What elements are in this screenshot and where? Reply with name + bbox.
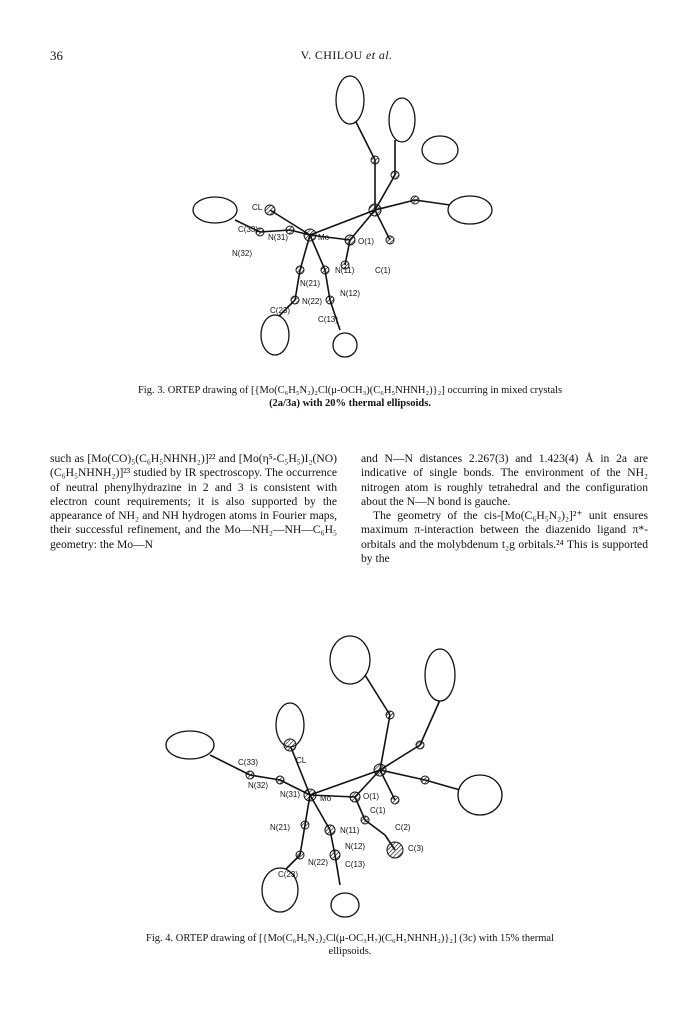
figure-3-svg — [140, 60, 560, 360]
fig3-label-n11: N(11) — [335, 266, 355, 275]
fig4-label-n31: N(31) — [280, 790, 301, 799]
figure-4-svg — [140, 605, 560, 925]
fig4-label-n12: N(12) — [345, 842, 366, 851]
body-left-column — [50, 452, 337, 582]
fig4-label-n22: N(22) — [308, 858, 329, 867]
fig3-label-n12: N(12) — [340, 289, 361, 298]
fig4-label-n11: N(11) — [340, 826, 360, 835]
page-number: 36 — [50, 48, 63, 63]
fig4-label-c2: C(2) — [395, 823, 411, 832]
fig4-label-c23: C(23) — [278, 870, 299, 879]
fig4-label-o1: O(1) — [363, 792, 379, 801]
fig4-label-c13: C(13) — [345, 860, 366, 869]
fig3-label-mo: Mo — [318, 233, 330, 242]
fig4-label-n32: N(32) — [248, 781, 269, 790]
figure-3-caption-line1: Fig. 3. ORTEP drawing of [{Mo(C₆H₅N₂)₂Cl(μ-OCH₃)(C₆H₅NHNH₂)}₂] occurring in mixed crystals — [137, 385, 563, 396]
body-text-two-columns — [50, 452, 648, 582]
fig3-label-c13: C(13) — [318, 315, 339, 324]
fig3-label-c23: C(23) — [270, 306, 291, 315]
fig4-label-c33: C(33) — [238, 758, 259, 767]
fig3-label-cl: CL — [252, 203, 263, 212]
fig3-label-n31: N(31) — [268, 233, 289, 242]
figure-3-caption-line2: (2a/3a) with 20% thermal ellipsoids. — [269, 398, 431, 409]
figure-4-caption-line2: ellipsoids. — [328, 946, 372, 957]
figure-3-ortep-drawing — [140, 60, 560, 360]
figure-3-caption — [90, 384, 610, 410]
fig4-label-c1: C(1) — [370, 806, 386, 815]
fig3-label-c33: C(33) — [238, 225, 259, 234]
figure-4-ortep-drawing — [140, 605, 560, 925]
figure-4-caption-line1: Fig. 4. ORTEP drawing of [{Mo(C₆H₅N₂)₂Cl(μ-OC₃H₇)(C₆H₅NHNH₂)}₂] (3c) with 15% thermal — [146, 933, 554, 944]
fig4-label-cl: CL — [296, 756, 307, 765]
running-head-et-al: et al. — [366, 48, 393, 62]
fig4-label-c3: C(3) — [408, 844, 424, 853]
fig3-label-n22: N(22) — [302, 297, 323, 306]
figure-4-caption — [90, 932, 610, 958]
fig3-label-o1: O(1) — [358, 237, 374, 246]
body-left-paragraph: such as [Mo(CO)₅(C₆H₅NHNH₂)]²² and [Mo(η⁵-C₅H₅)I₂(NO)(C₆H₅NHNH₂)]²³ studied by IR spectroscopy. The occurrence of neutral phenylhydrazine in 2 and 3 is consistent with electron count requirements; it is also supported by the appearance of NH₂ and NH hydrogen atoms in Fourier maps, their successful refinement, and the Mo—NH₂—NH—C₆H₅ geometry: the Mo—N — [50, 452, 337, 551]
fig4-label-mo: Mo — [320, 794, 332, 803]
running-head-authors: V. CHILOU — [300, 48, 363, 62]
body-right-column — [361, 452, 648, 582]
fig3-label-n32: N(32) — [232, 249, 253, 258]
fig3-label-n21: N(21) — [300, 279, 321, 288]
fig4-label-n21: N(21) — [270, 823, 291, 832]
fig3-label-c1: C(1) — [375, 266, 391, 275]
body-right-paragraph-2: The geometry of the cis-[Mo(C₆H₅N₂)₂]²⁺ unit ensures maximum π-interaction between the diazenido ligand π*-orbitals and the molybdenum t₂g orbitals.²⁴ This is supported by the — [361, 509, 648, 566]
body-right-paragraph-1: and N—N distances 2.267(3) and 1.423(4) Å in 2a are indicative of single bonds. The environment of the NH₂ nitrogen atom is roughly tetrahedral and the configuration about the N—N bond is gauche. — [361, 452, 648, 508]
